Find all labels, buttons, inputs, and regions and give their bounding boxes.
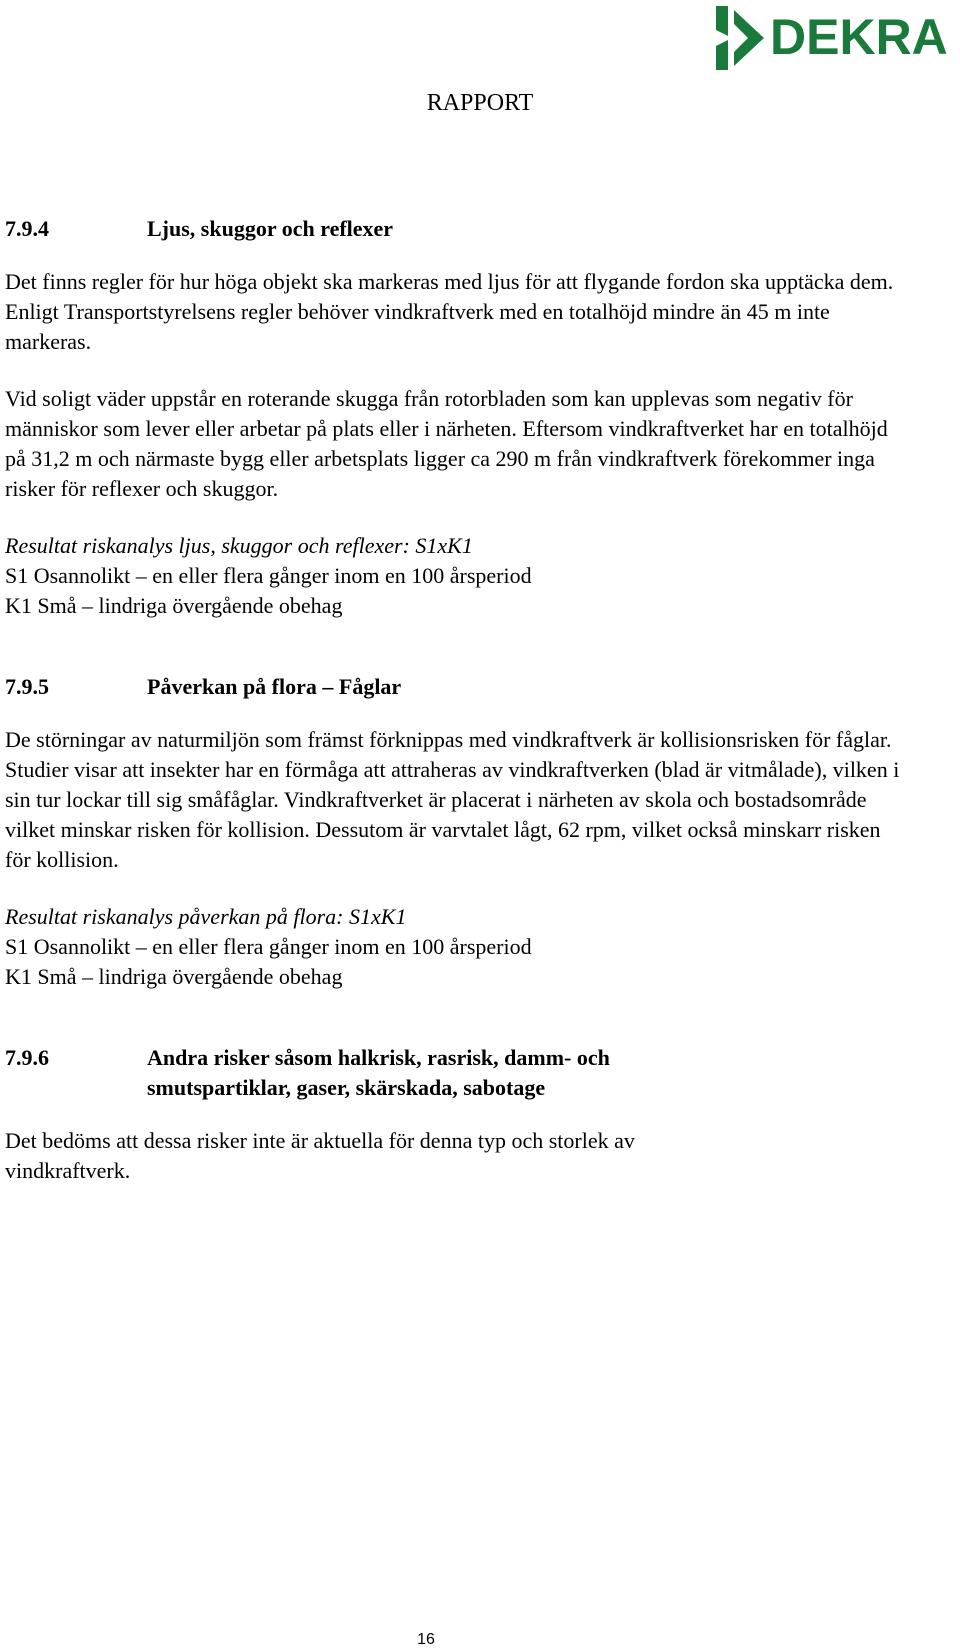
risk-result-line: S1 Osannolikt – en eller flera gånger inom en 100 årsperiod [5,934,532,959]
paragraph: De störningar av naturmiljön som främst förknippas med vindkraftverk är kollisionsrisken för fåglar. Studier visar att insekter har en förmåga att attraheras av vindkraftverken (blad är vitmålade), vilken i sin tur lockar till sig småfåglar. Vindkraftverket är placerat i närheten av skola och bostadsområde vilket minskar risken för kollision. Dessutom är varvtalet lågt, 62 rpm, vilket också minskarr risken för kollision. [5,727,900,872]
report-header-title: RAPPORT [426,90,534,116]
section-title: Ljus, skuggor och reflexer [147,216,394,241]
risk-result-label: Resultat riskanalys ljus, skuggor och reflexer: S1xK1 [5,533,473,558]
document-body [5,214,905,1186]
page-number: 16 [417,1631,435,1648]
risk-result-label: Resultat riskanalys påverkan på flora: S1xK1 [5,904,407,929]
risk-result-line: S1 Osannolikt – en eller flera gånger inom en 100 årsperiod [5,563,532,588]
paragraph: Vid soligt väder uppstår en roterande skugga från rotorbladen som kan upplevas som negativ för människor som lever eller arbetar på plats eller i närheten. Eftersom vindkraftverket har en totalhöjd på 31,2 m och närmaste bygg eller arbetsplats ligger ca 290 m från vindkraftverk förekommer inga risker för reflexer och skuggor. [5,386,888,501]
paragraph: Det bedöms att dessa risker inte är aktuella för denna typ och storlek av vindkraftverk. [5,1128,635,1183]
section-number: 7.9.6 [5,1045,49,1070]
paragraph: Det finns regler för hur höga objekt ska markeras med ljus för att flygande fordon ska upptäcka dem. Enligt Transportstyrelsens regler behöver vindkraftverk med en totalhöjd mindre än 45 m inte markeras. [5,269,894,354]
dekra-logo-mark-icon [712,6,768,70]
risk-result-line: K1 Små – lindriga övergående obehag [5,964,343,989]
dekra-logo [712,6,952,70]
section-title: Påverkan på flora – Fåglar [147,674,402,699]
section-title: Andra risker såsom halkrisk, rasrisk, damm- och smutspartiklar, gaser, skärskada, sabotage [147,1045,610,1100]
section-heading-7-9-5 [5,672,905,702]
dekra-logo-text: DEKRA [770,9,948,65]
risk-result-line: K1 Små – lindriga övergående obehag [5,593,343,618]
section-number: 7.9.5 [5,674,49,699]
section-heading-7-9-6 [5,1043,905,1103]
section-number: 7.9.4 [5,216,49,241]
section-heading-7-9-4 [5,214,905,244]
